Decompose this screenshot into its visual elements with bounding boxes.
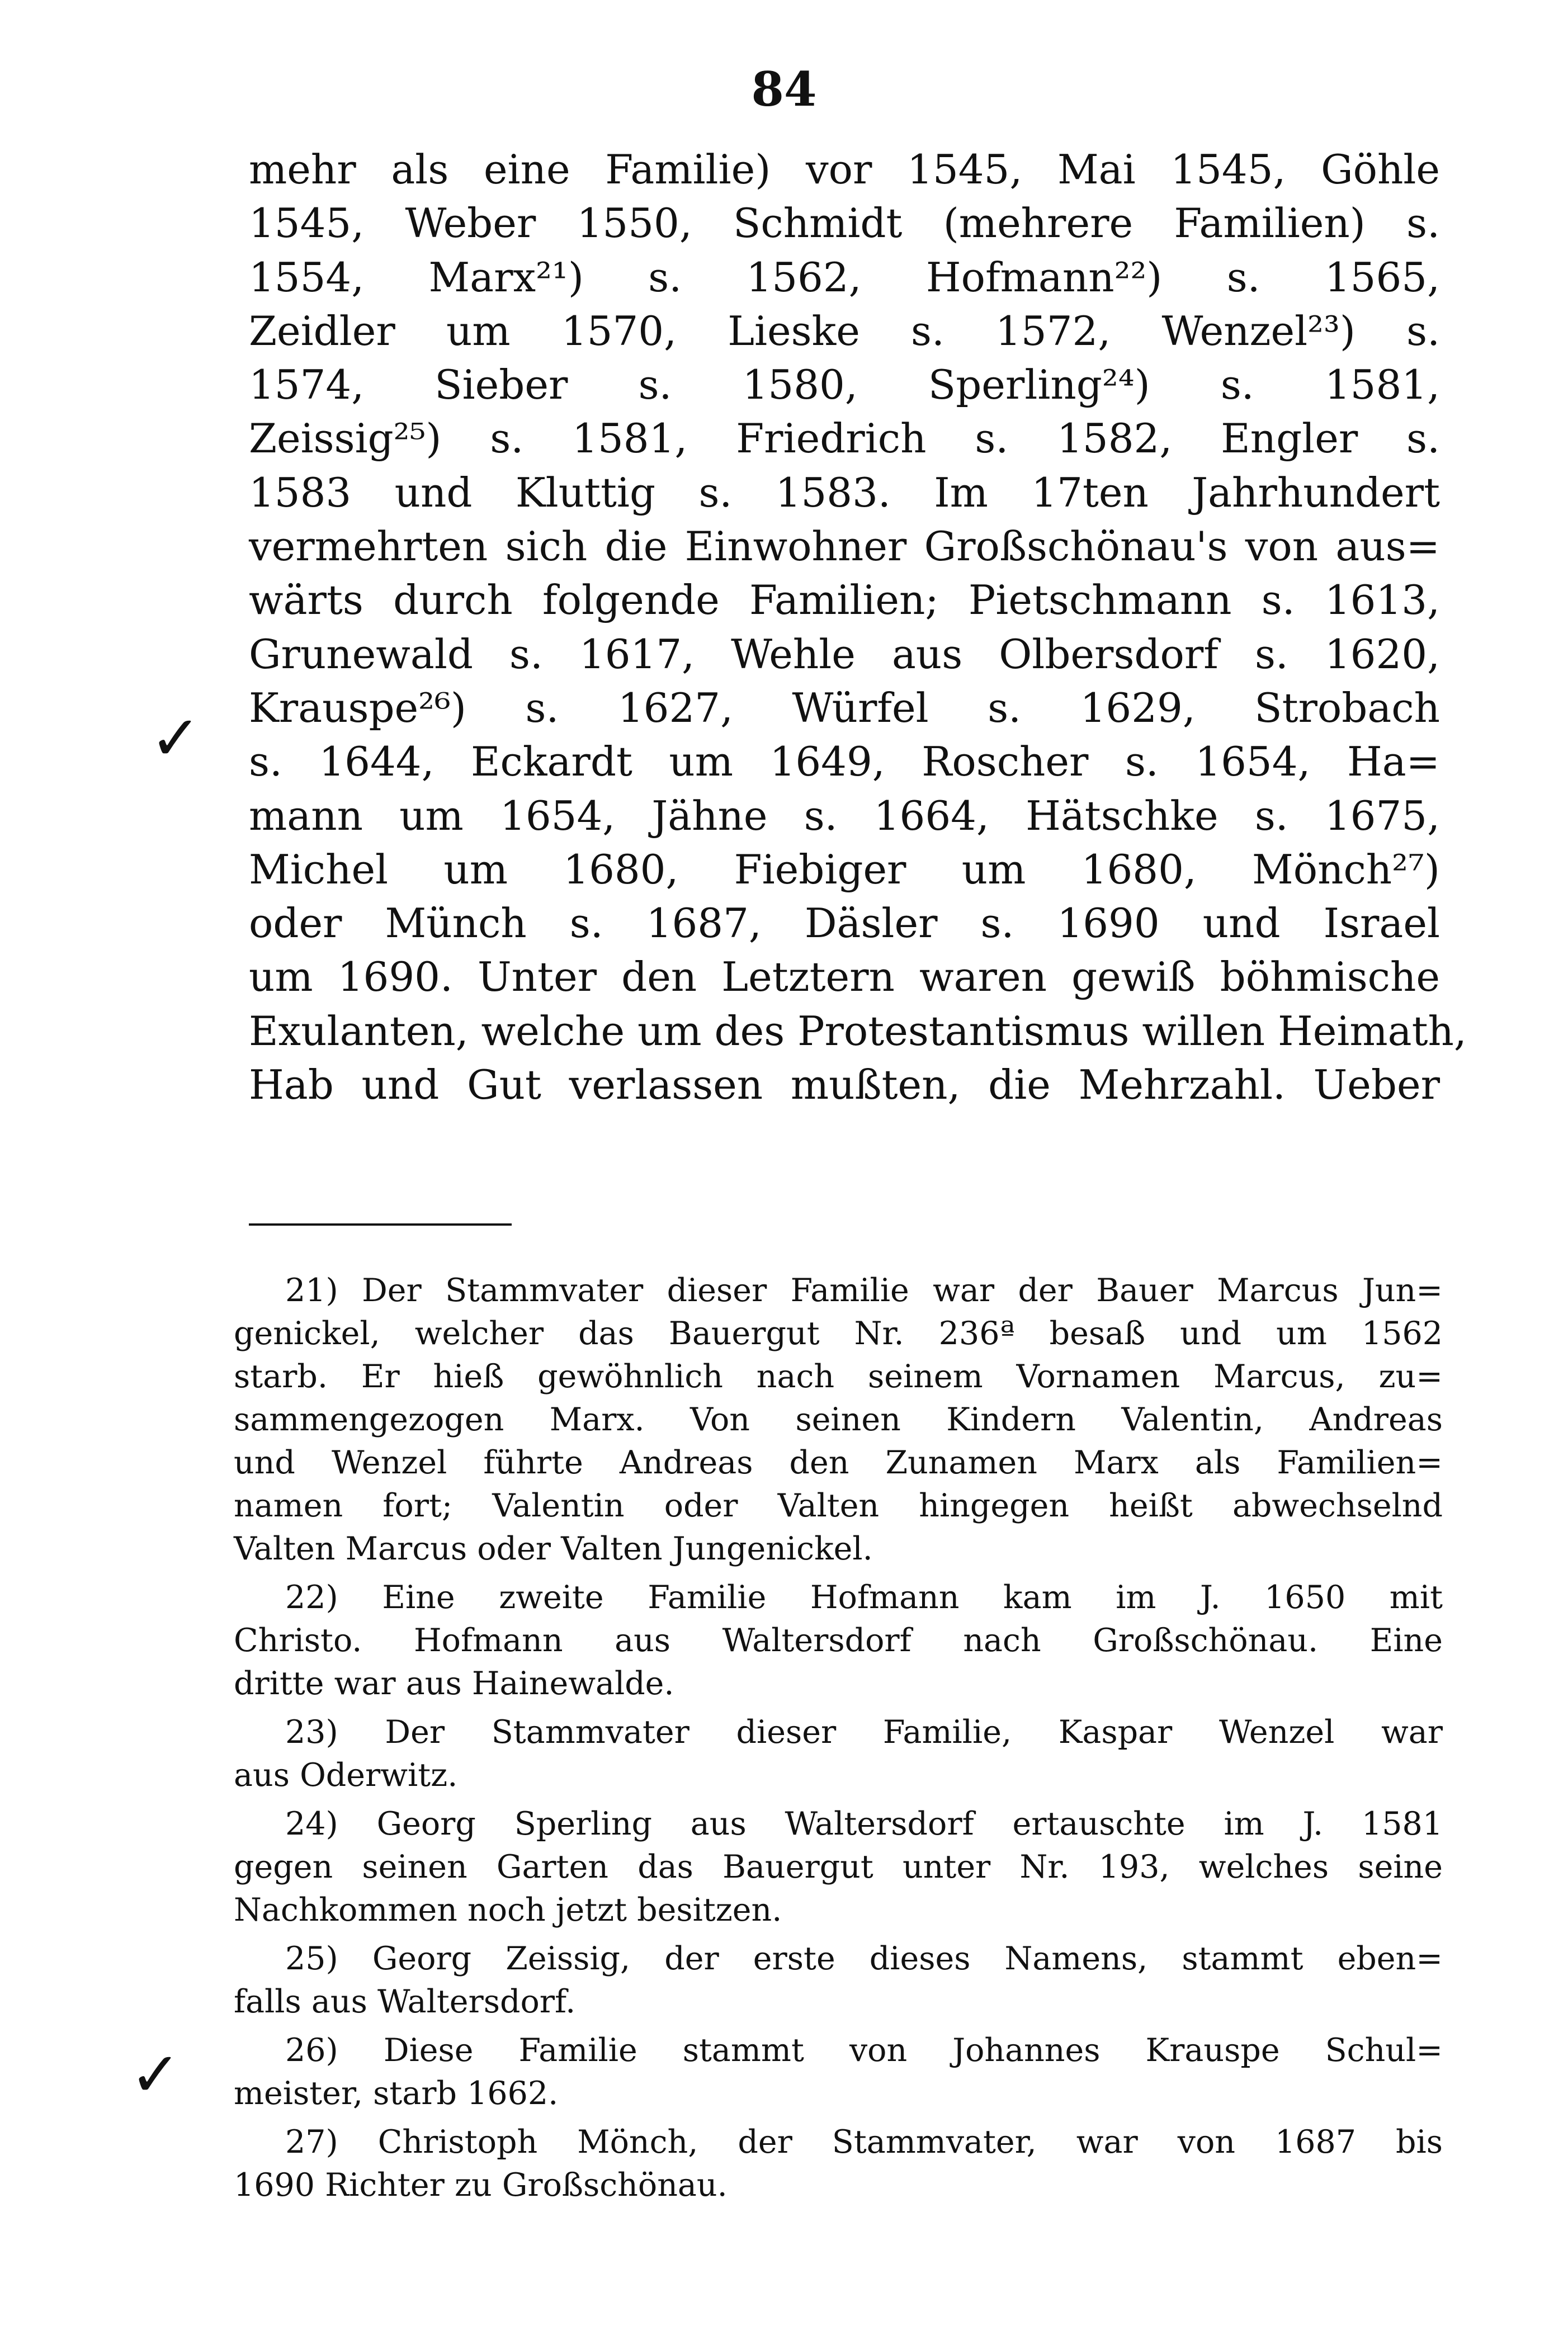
text-line: 1554, Marx²¹) s. 1562, Hofmann²²) s. 1565, (249, 253, 1440, 301)
footnote-line: 22) Eine zweite Familie Hofmann kam im J. 1650 mit (285, 1579, 1443, 1616)
text-line: Exulanten, welche um des Protestantismus willen Heimath, (249, 1007, 1467, 1055)
footnote-line: 23) Der Stammvater dieser Familie, Kaspar Wenzel war (285, 1714, 1443, 1751)
footnote-line: 25) Georg Zeissig, der erste dieses Namens, stammt eben= (285, 1940, 1443, 1977)
footnote-23 (234, 1711, 1443, 1797)
footnote-line: dritte war aus Hainewalde. (234, 1665, 674, 1702)
footnote-line: 24) Georg Sperling aus Waltersdorf ertauschte im J. 1581 (285, 1805, 1443, 1842)
text-line: 1545, Weber 1550, Schmidt (mehrere Familien) s. (249, 200, 1440, 247)
footnote-line: genickel, welcher das Bauergut Nr. 236ª besaß und um 1562 (234, 1315, 1443, 1352)
text-line: Krauspe²⁶) s. 1627, Würfel s. 1629, Strobach (249, 684, 1440, 731)
text-line: Zeissig²⁵) s. 1581, Friedrich s. 1582, Engler s. (249, 415, 1440, 462)
text-line: wärts durch folgende Familien; Pietschmann s. 1613, (249, 576, 1440, 624)
main-text (249, 143, 1467, 1112)
text-line: vermehrten sich die Einwohner Großschönau's von aus= (249, 523, 1440, 570)
footnote-line: Nachkommen noch jetzt besitzen. (234, 1892, 782, 1928)
footnote-22 (234, 1576, 1443, 1705)
footnote-line: sammengezogen Marx. Von seinen Kindern Valentin, Andreas (234, 1401, 1443, 1438)
text-line: Michel um 1680, Fiebiger um 1680, Mönch²⁷) (249, 845, 1440, 893)
text-line: s. 1644, Eckardt um 1649, Roscher s. 1654, Ha= (249, 738, 1440, 786)
footnote-line: aus Oderwitz. (234, 1757, 458, 1794)
footnote-line: meister, starb 1662. (234, 2075, 559, 2112)
footnote-line: 21) Der Stammvater dieser Familie war der Bauer Marcus Jun= (285, 1272, 1443, 1309)
footnote-line: namen fort; Valentin oder Valten hingegen heißt abwechselnd (234, 1487, 1443, 1524)
footnote-21 (234, 1269, 1443, 1571)
text-line: um 1690. Unter den Letztern waren gewiß böhmische (249, 953, 1440, 1001)
footnote-line: 27) Christoph Mönch, der Stammvater, war von 1687 bis (285, 2124, 1443, 2161)
text-line: mann um 1654, Jähne s. 1664, Hätschke s. 1675, (249, 792, 1440, 839)
footnote-line: starb. Er hieß gewöhnlich nach seinem Vornamen Marcus, zu= (234, 1358, 1443, 1395)
footnote-line: 26) Diese Familie stammt von Johannes Krauspe Schul= (285, 2032, 1443, 2069)
footnote-27 (234, 2121, 1443, 2207)
text-line: Zeidler um 1570, Lieske s. 1572, Wenzel²³) s. (249, 307, 1440, 354)
text-line: Hab und Gut verlassen mußten, die Mehrzahl. Ueber (249, 1061, 1440, 1109)
footnote-line: 1690 Richter zu Großschönau. (234, 2167, 728, 2204)
text-line: Grunewald s. 1617, Wehle aus Olbersdorf s. 1620, (249, 630, 1440, 678)
page-number: 84 (751, 62, 817, 117)
text-line: oder Münch s. 1687, Däsler s. 1690 und Israel (249, 900, 1440, 947)
footnote-26 (234, 2029, 1443, 2115)
footnote-24 (234, 1803, 1443, 1932)
footnote-line: und Wenzel führte Andreas den Zunamen Marx als Familien= (234, 1444, 1443, 1481)
footnote-line: Christo. Hofmann aus Waltersdorf nach Großschönau. Eine (234, 1622, 1443, 1659)
footnote-divider (249, 1223, 512, 1226)
text-line: 1583 und Kluttig s. 1583. Im 17ten Jahrhundert (249, 469, 1440, 516)
footnote-25 (234, 1937, 1443, 2024)
footnote-line: falls aus Waltersdorf. (234, 1983, 576, 2020)
footnote-line: Valten Marcus oder Valten Jungenickel. (234, 1530, 873, 1567)
handwritten-check-mark-icon: ✓ (150, 702, 202, 774)
text-line: 1574, Sieber s. 1580, Sperling²⁴) s. 1581, (249, 361, 1440, 409)
handwritten-check-mark-icon: ✓ (130, 2039, 182, 2110)
text-line: mehr als eine Familie) vor 1545, Mai 1545, Göhle (249, 146, 1440, 193)
footnote-line: gegen seinen Garten das Bauergut unter Nr. 193, welches seine (234, 1849, 1443, 1885)
footnotes (234, 1269, 1443, 2213)
